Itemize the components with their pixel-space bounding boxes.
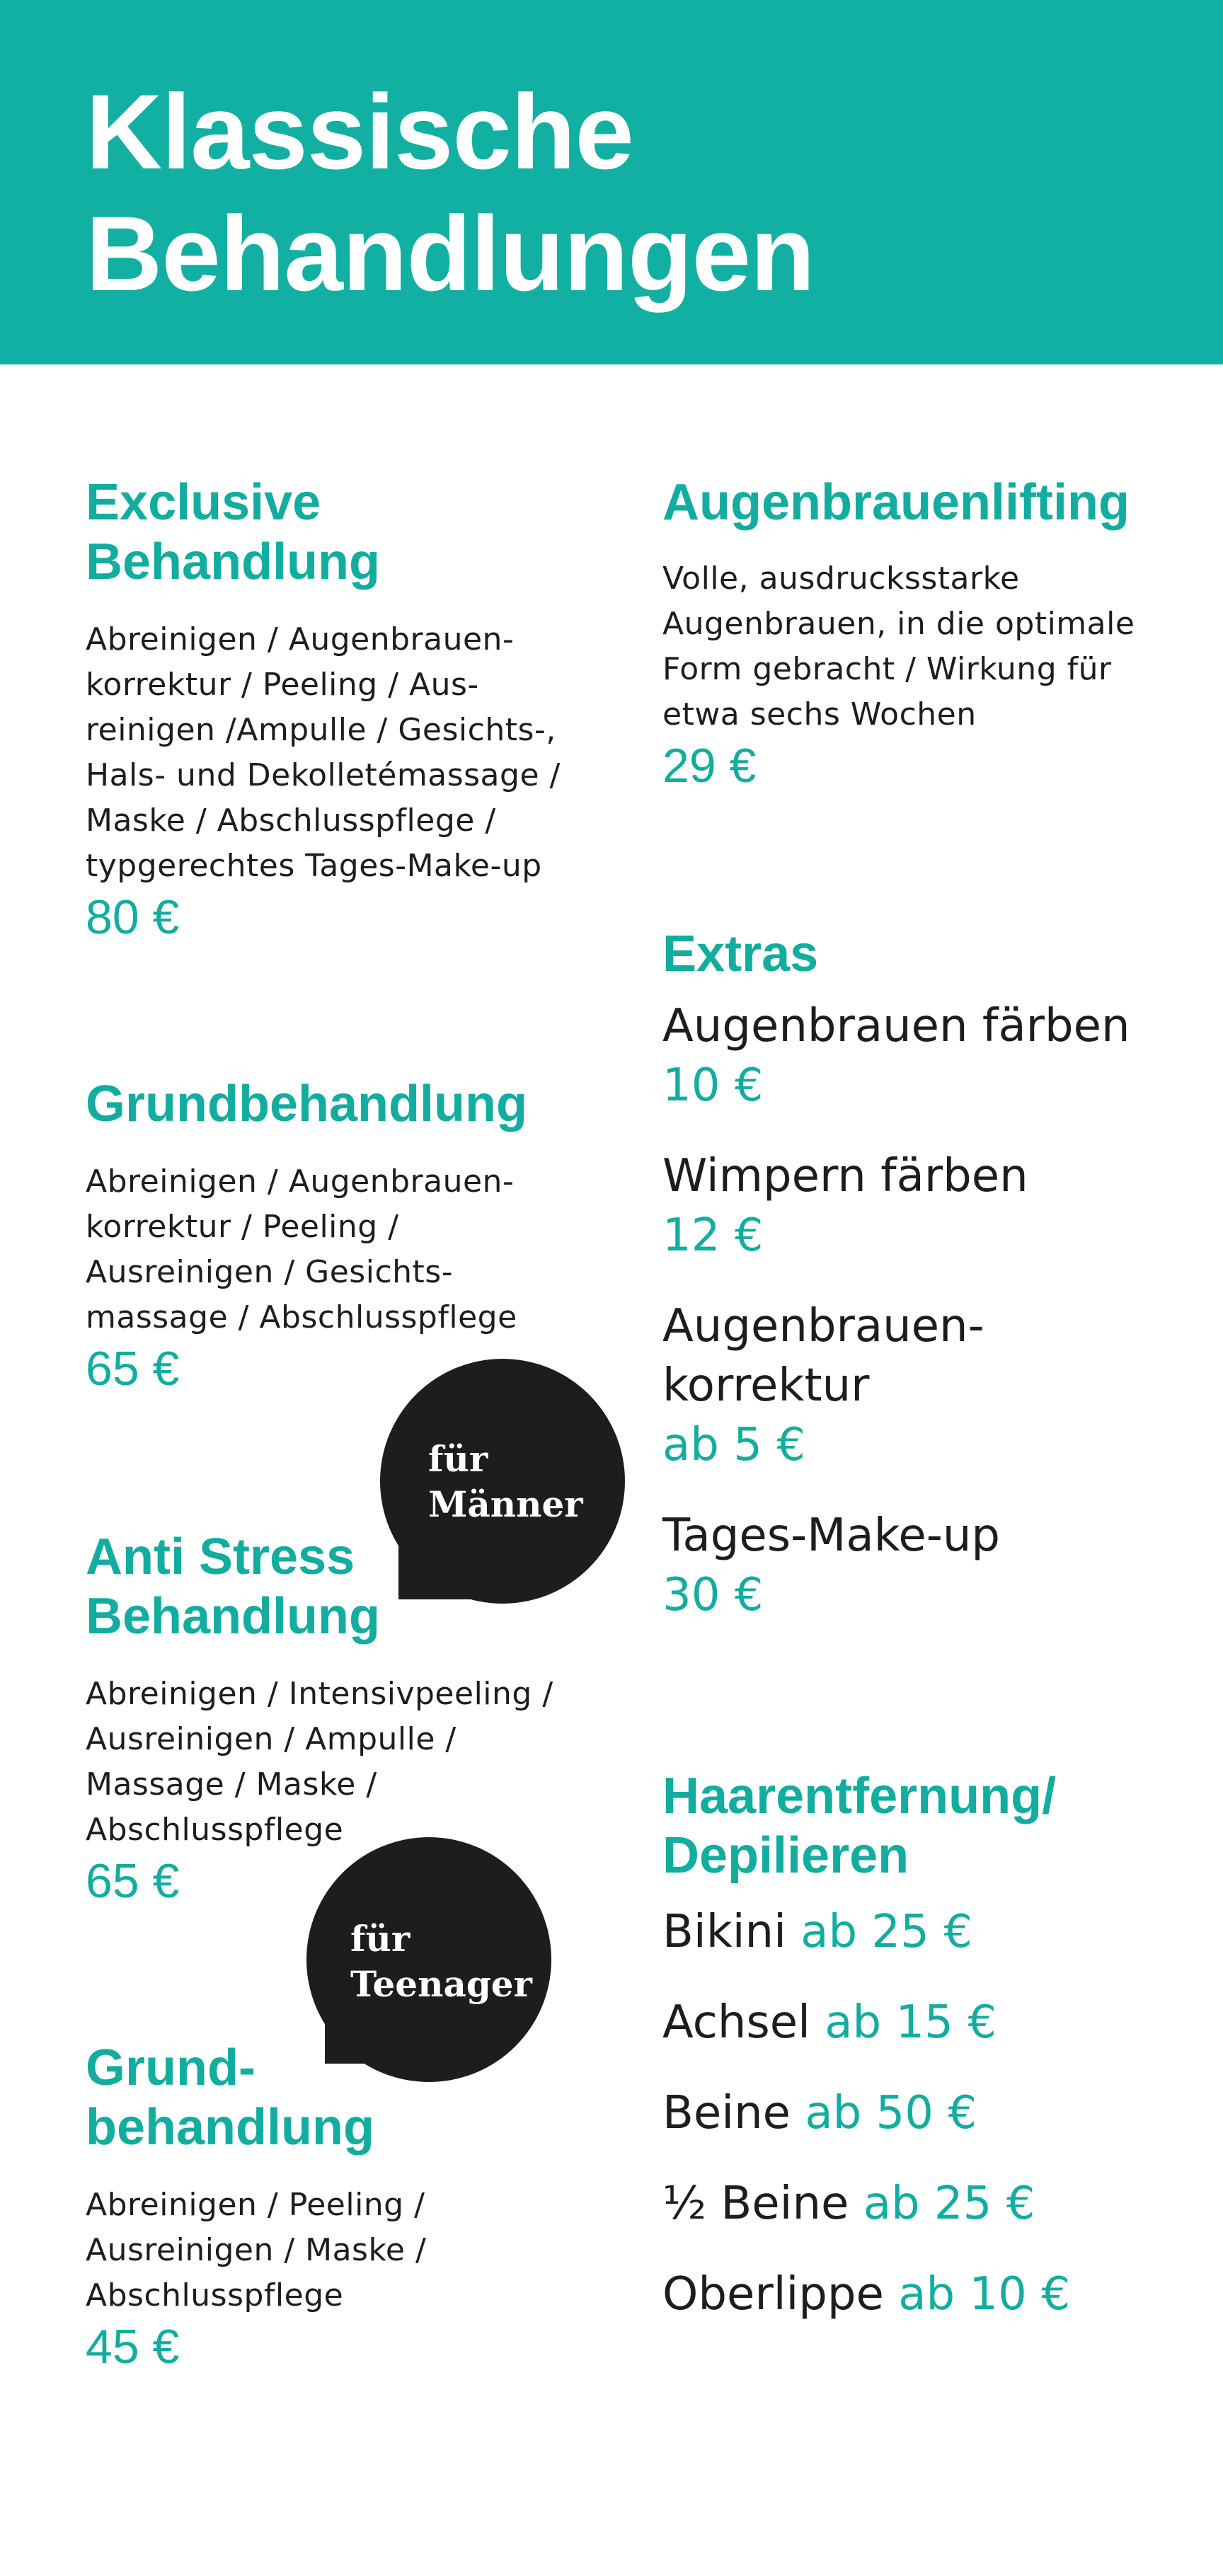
description-line: reinigen /Ampulle / Gesichts-, [86,712,556,748]
price: 80 € [86,890,180,944]
section-title-line: Behandlung [86,534,380,590]
hair-removal-item-name: Oberlippe [662,2268,884,2321]
hair-removal-item [662,2265,1215,2324]
extras-item [662,1146,1215,1265]
description-line: Abreinigen / Augenbrauen- [86,621,515,657]
description-line: Augenbrauen, in die optimale [662,606,1135,642]
price: 29 € [662,739,757,793]
description-line: etwa sechs Wochen [662,696,977,732]
badge-label-line: für [350,1918,410,1960]
section-title [86,1074,624,1134]
hair-removal-item-name: ½ Beine [662,2178,849,2230]
section-title [662,1766,1215,1885]
description-line: Abreinigen / Intensivpeeling / [86,1676,553,1712]
section-title-line: Haarentfernung/ [662,1768,1057,1824]
treatment-description [86,1159,624,1340]
description-line: massage / Abschlusspflege [86,1299,517,1335]
extras-item [662,996,1215,1115]
hair-removal-item-name: Bikini [662,1906,786,1958]
hair-removal-item [662,1902,1215,1962]
treatment-description [86,2183,624,2318]
description-line: Form gebracht / Wirkung für [662,651,1112,687]
extras-item [662,1506,1215,1625]
description-line: Maske / Abschlusspflege / [86,803,496,839]
hair-removal-item [662,1993,1215,2052]
section-title-line: Depilieren [662,1827,909,1884]
section-title: Extras [662,926,819,982]
extras-item [662,1296,1215,1475]
page-title [86,71,815,314]
extras-item-name-line: Augenbrauen färben [662,1000,1130,1052]
extras-item-name [662,1296,1215,1415]
description-line: Ausreinigen / Maske / [86,2232,427,2268]
extras-item-name [662,996,1215,1056]
badge-label-line: Teenager [350,1963,532,2005]
description-line: korrektur / Peeling / [86,1209,399,1245]
extras-item-price: ab 5 € [662,1419,805,1471]
extras-item-price: 10 € [662,1059,764,1112]
hair-removal-item-price: ab 15 € [825,1996,997,2049]
hair-removal-item-price: ab 10 € [898,2268,1070,2321]
description-line: Massage / Maske / [86,1766,377,1802]
hair-removal-item-name: Beine [662,2087,791,2139]
extras-item-price: 30 € [662,1569,764,1621]
hair-removal-item-price: ab 50 € [805,2087,977,2139]
section-title-line: Grundbehandlung [86,1076,527,1132]
section-haarentfernung [662,1766,1215,2355]
page-title-line-1: Klassische [86,72,633,191]
section-title-line: Behandlung [86,1588,380,1645]
extras-item-name [662,1506,1215,1565]
extras-item-name-line: Tages-Make-up [662,1510,1001,1562]
header-banner [0,0,1223,364]
badge-label-line: Männer [428,1483,583,1525]
description-line: Ausreinigen / Gesichts- [86,1254,454,1290]
treatment-description [86,617,624,889]
extras-item-price: 12 € [662,1209,764,1262]
description-line: Abreinigen / Peeling / [86,2187,425,2223]
extras-list [662,996,1215,1625]
section-title [86,2038,624,2157]
page-title-line-2: Behandlungen [86,194,815,313]
description-line: Abschlusspflege [86,2277,344,2313]
treatment-description [86,1672,624,1853]
treatment-description [662,556,1215,737]
description-line: Ausreinigen / Ampulle / [86,1721,457,1757]
description-line: korrektur / Peeling / Aus- [86,667,479,703]
section-title-line: behandlung [86,2099,374,2156]
hair-removal-item-name: Achsel [662,1996,810,2049]
hair-removal-item [662,2174,1215,2233]
description-line: Abreinigen / Augenbrauen- [86,1163,515,1200]
section-teen-grundbehandlung [86,2038,624,2375]
extras-item-name-line: korrektur [662,1359,870,1412]
price: 65 € [86,1342,180,1396]
section-title [86,1527,624,1646]
section-title [662,473,1215,532]
badge-label [428,1437,583,1527]
section-title-line: Exclusive [86,474,321,531]
price: 65 € [86,1854,180,1908]
hair-removal-list [662,1902,1215,2324]
extras-item-name [662,1146,1215,1206]
description-line: Hals- und Dekolletémassage / [86,757,561,793]
badge-label-line: für [428,1438,488,1480]
section-exclusive-behandlung [86,473,624,945]
price: 45 € [86,2320,180,2374]
extras-item-name-line: Wimpern färben [662,1150,1028,1202]
section-title-line: Augenbrauenlifting [662,474,1130,531]
section-extras [662,924,1215,1625]
section-augenbrauenlifting [662,473,1215,794]
hair-removal-item-price: ab 25 € [863,2178,1035,2230]
extras-item-name-line: Augenbrauen- [662,1300,984,1352]
section-title-line: Anti Stress [86,1529,355,1585]
hair-removal-item [662,2083,1215,2143]
hair-removal-item-price: ab 25 € [800,1906,972,1958]
section-grundbehandlung [86,1074,624,1397]
section-title [86,473,624,592]
description-line: typgerechtes Tages-Make-up [86,848,542,884]
description-line: Abschlusspflege [86,1812,344,1848]
badge-label [350,1916,532,2007]
description-line: Volle, ausdrucksstarke [662,560,1020,597]
section-title-line: Grund- [86,2040,255,2096]
